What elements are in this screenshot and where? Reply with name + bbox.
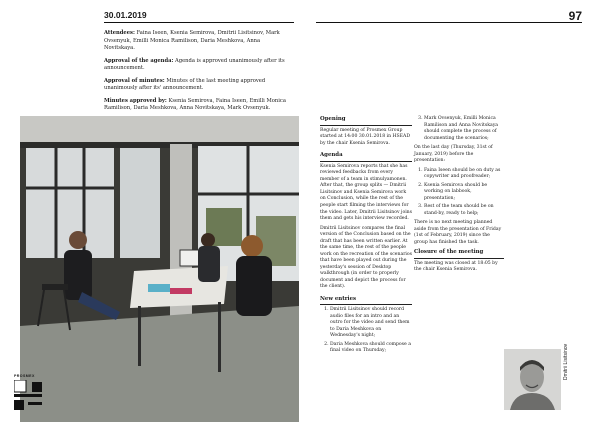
new-entries-list-continued	[414, 116, 504, 142]
logo-icon	[14, 380, 44, 410]
closure-section	[414, 249, 504, 274]
new-entries-section	[320, 296, 412, 355]
approval-minutes-label: Approval of minutes:	[104, 77, 165, 84]
meeting-photo-illustration	[20, 116, 299, 422]
last-day-intro: On the last day (Thursday, 31st of January, 2019) before the presentation:	[414, 145, 493, 164]
approved-by-label: Minutes approved by:	[104, 97, 167, 104]
list-item: 3. Rest of the team should be on stand-by, ready to help;	[424, 204, 504, 217]
attendees-label: Attendees:	[104, 30, 135, 36]
list-item: 2. Daria Meshkova should compose a final video on Thursday;	[330, 342, 412, 355]
meeting-photo	[20, 116, 299, 422]
logo-wordmark: PROSMEX	[14, 374, 35, 378]
list-item: 3. Mark Ovsenyuk, Emilli Monica Ramilison and Anna Novitskaya should complete the process of documenting the scenarios;	[424, 116, 504, 142]
approval-agenda-label: Approval of the agenda:	[104, 57, 174, 64]
approval-minutes-paragraph	[104, 78, 286, 93]
minutes-header-block	[104, 30, 286, 118]
portrait-illustration	[504, 349, 561, 410]
text-column-2	[414, 116, 504, 279]
new-entries-heading: New entries	[320, 296, 412, 306]
header-rule-left	[104, 22, 294, 23]
approved-by-text: Ksenia Semirova, Faina Iseen, Emilli Monica Ramilison, Daria Meshkova, Anna Novitskaya, Mark Ovsenyuk.	[104, 97, 286, 112]
text-column-1	[320, 116, 412, 360]
closure-heading: Closure of the meeting	[414, 249, 504, 259]
attendees-text: Faina Iseen, Ksenia Semirova, Dmitrii Lisitsinov, Mark Ovsenyuk, Emilli Monica Ramilison, Daria Meshkova, Anna Novitskaya.	[104, 30, 280, 52]
opening-heading: Opening	[320, 116, 412, 126]
opening-text: Regular meeting of Prosmex Group started at 14:00 30.01.2018 in HSEAD by the chair Ksenia Semirova.	[320, 127, 411, 146]
attendees-paragraph	[104, 30, 286, 53]
approval-agenda-paragraph	[104, 58, 286, 73]
agenda-paragraph-1: Ksenia Semirova reports that she has reviewed feedbacks from every member of a team in stimulyamonen. After that, the group splits — Dmitrii Lisitsinov and Ksenia Semirova work on Conclusion, while the rest of the people start filming the interviews for the video. Later, Dmitrii Lisitsinov joins them and gets his interview recorded.	[320, 163, 412, 222]
closure-text: The meeting was closed at 18:05 by the chair Ksenia Semirova.	[414, 260, 498, 273]
last-day-list	[414, 168, 504, 218]
list-item: 1. Faina Iseen should be on duty as copywriter and proofreader;	[424, 168, 504, 181]
agenda-heading: Agenda	[320, 152, 412, 162]
agenda-paragraph-2: Dmitrii Lisitsinov compares the final version of the Conclusion based on the draft that has been written earlier. At the same time, the rest of the people work on the recreation of the scenarios that have been played out during the yesterday's session of Desktop walkthrough (in order to properly document and depict the process for the client).	[320, 225, 412, 290]
new-entries-list	[320, 307, 412, 355]
approval-minutes-text: Minutes of the last meeting approved unanimously after its' announcement.	[104, 77, 266, 92]
agenda-section	[320, 152, 412, 290]
portrait-caption: Dmitrii Lisitsinov	[563, 343, 569, 380]
approved-by-paragraph	[104, 98, 286, 113]
approval-agenda-text: Agenda is approved unanimously after its announcement.	[104, 57, 285, 72]
last-day-note: There is no next meeting planned aside from the presentation of Friday (1st of February, 2019) since the group has finished the task.	[414, 220, 502, 245]
page-number: 97	[568, 9, 582, 23]
portrait-photo	[504, 349, 561, 410]
page-date: 30.01.2019	[104, 10, 147, 20]
list-item: 2. Ksenia Semirova should be working on labbook, presentation;	[424, 183, 504, 203]
header-rule-right	[316, 22, 582, 23]
list-item: 1. Dmitrii Lisitsinov should record audio files for an intro and an outro for the video and send them to Daria Meshkova on Wednesday's night;	[330, 307, 412, 340]
opening-section	[320, 116, 412, 147]
logo-mark	[14, 380, 44, 410]
